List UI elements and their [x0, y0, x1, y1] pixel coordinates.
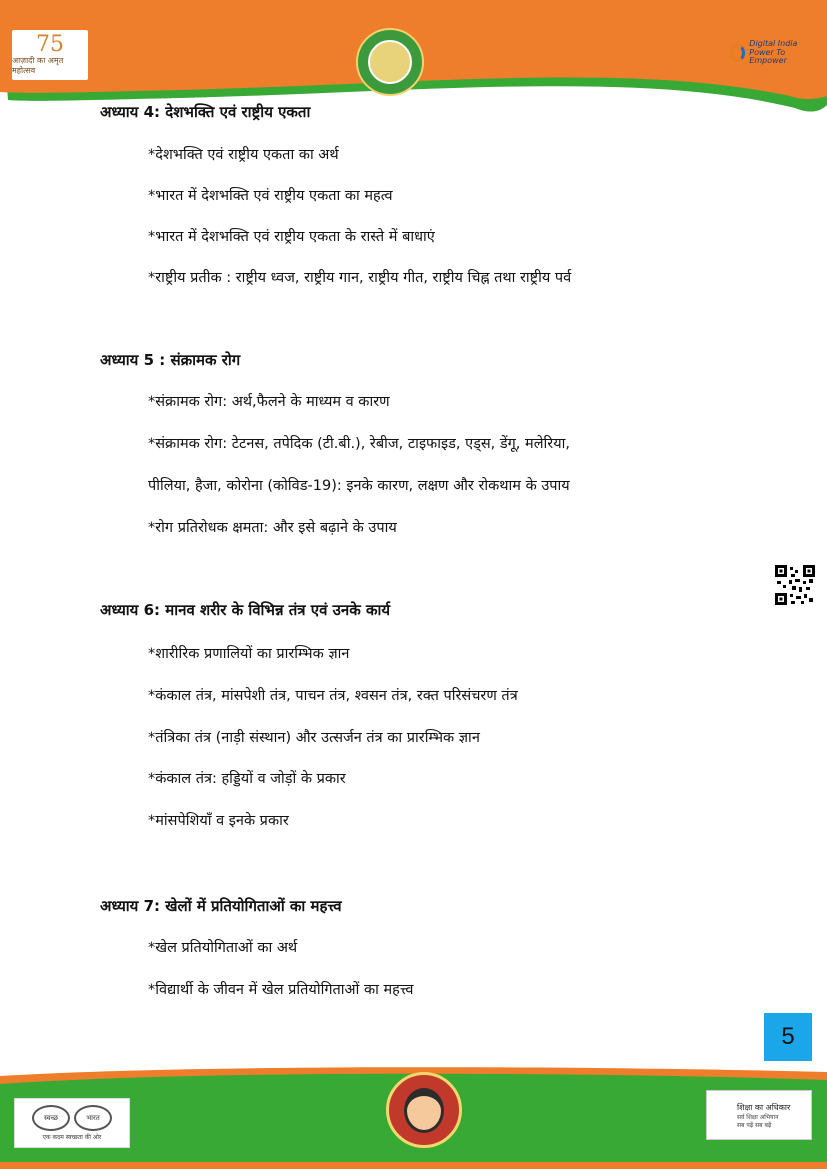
list-item: *संक्रामक रोग: टेटनस, तपेदिक (टी.बी.), रेबीज, टाइफाइड, एड्स, डेंगू, मलेरिया, — [148, 436, 570, 452]
digital-india-line1: Digital India — [749, 38, 798, 48]
list-item: *कंकाल तंत्र, मांसपेशी तंत्र, पाचन तंत्र, श्वसन तंत्र, रक्त परिसंचरण तंत्र — [148, 688, 518, 704]
list-item: *भारत में देशभक्ति एवं राष्ट्रीय एकता का महत्व — [148, 188, 393, 204]
digital-india-logo — [730, 38, 808, 68]
sarva-shiksha-abhiyan-logo — [706, 1090, 812, 1140]
list-item: पीलिया, हैजा, कोरोना (कोविड-19): इनके कारण, लक्षण और रोकथाम के उपाय — [148, 478, 570, 494]
digital-india-line2: Power To Empower — [749, 47, 787, 66]
digital-india-icon — [730, 44, 745, 62]
chapter-6-heading: अध्याय 6: मानव शरीर के विभिन्न तंत्र एवं उनके कार्य — [100, 601, 391, 619]
swachh-bharat-caption: एक कदम स्वच्छता की ओर — [42, 1134, 102, 1141]
digital-india-text — [749, 40, 808, 66]
azadi-ka-amrit-mahotsav-logo — [12, 30, 88, 80]
list-item: *भारत में देशभक्ति एवं राष्ट्रीय एकता के रास्ते में बाधाएं — [148, 229, 435, 245]
list-item: *खेल प्रतियोगिताओं का अर्थ — [148, 940, 298, 956]
list-item: *मांसपेशियाँ व इनके प्रकार — [148, 813, 289, 829]
beti-bachao-emblem — [386, 1072, 462, 1148]
list-item: *तंत्रिका तंत्र (नाड़ी संस्थान) और उत्सर्जन तंत्र का प्रारम्भिक ज्ञान — [148, 730, 480, 746]
list-item: *देशभक्ति एवं राष्ट्रीय एकता का अर्थ — [148, 147, 339, 163]
chapter-4-heading: अध्याय 4: देशभक्ति एवं राष्ट्रीय एकता — [100, 103, 311, 121]
girl-face-icon — [404, 1088, 444, 1133]
list-item: *राष्ट्रीय प्रतीक : राष्ट्रीय ध्वज, राष्ट्रीय गान, राष्ट्रीय गीत, राष्ट्रीय चिह्न तथा राष्ट्रीय पर्व — [148, 270, 572, 286]
chapter-5-heading: अध्याय 5 : संक्रामक रोग — [100, 351, 241, 369]
list-item: *शारीरिक प्रणालियों का प्रारम्भिक ज्ञान — [148, 646, 350, 662]
qr-code[interactable] — [775, 565, 815, 605]
swachh-bharat-logo — [14, 1098, 130, 1148]
ssa-line3: सब पढ़ें सब बढ़ें — [737, 1121, 772, 1129]
list-item: *विद्यार्थी के जीवन में खेल प्रतियोगिताओं का महत्त्व — [148, 982, 414, 998]
logo-number: 75 — [36, 32, 64, 58]
education-emblem — [356, 28, 424, 96]
ssa-line2: सर्व शिक्षा अभियान — [737, 1113, 779, 1121]
glasses-icon — [32, 1105, 112, 1131]
list-item: *कंकाल तंत्र: हड्डियों व जोड़ों के प्रकार — [148, 771, 346, 787]
list-item: *संक्रामक रोग: अर्थ,फैलने के माध्यम व कारण — [148, 394, 390, 410]
logo-caption: आज़ादी का अमृत महोत्सव — [12, 56, 64, 75]
lens-left: स्वच्छ — [32, 1105, 70, 1131]
ssa-line1: शिक्षा का अधिकार — [737, 1102, 791, 1112]
list-item: *रोग प्रतिरोधक क्षमता: और इसे बढ़ाने के उपाय — [148, 520, 397, 536]
page-number-badge: 5 — [764, 1013, 812, 1061]
lens-right: भारत — [74, 1105, 112, 1131]
emblem-inner — [368, 40, 412, 84]
chapter-7-heading: अध्याय 7: खेलों में प्रतियोगिताओं का महत्त्व — [100, 897, 342, 915]
